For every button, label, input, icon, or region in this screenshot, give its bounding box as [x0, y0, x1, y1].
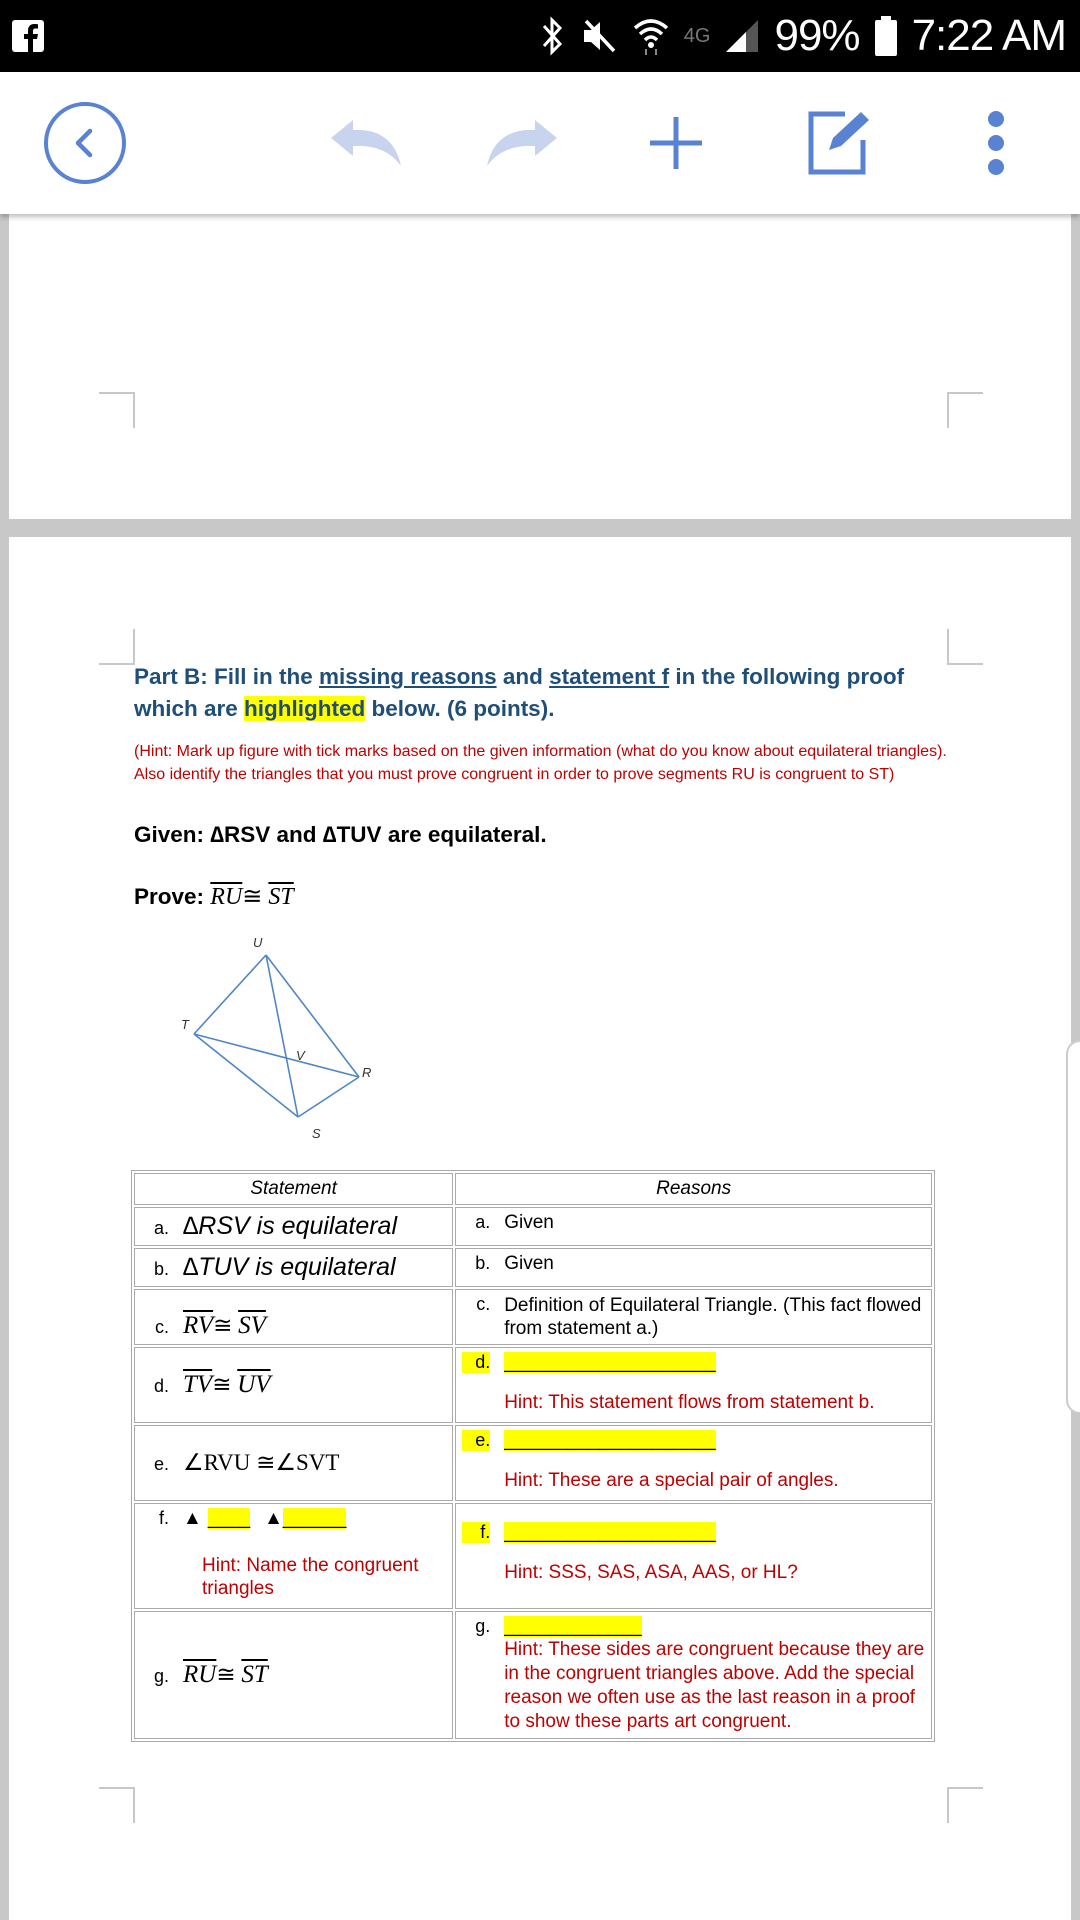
- margin-mark: [99, 392, 135, 428]
- row-label: b.: [153, 1259, 169, 1279]
- bluetooth-icon: [540, 16, 566, 56]
- row-label: d.: [462, 1352, 490, 1373]
- reason-text: Definition of Equilateral Triangle. (This fact flowed from statement a.): [504, 1295, 922, 1339]
- hint-text: Hint: This statement flows from statement b.: [504, 1392, 875, 1413]
- hint-text: Hint: These sides are congruent because they are in the congruent triangles above. Add the special reason we often use as the last reason in a proof to show these parts art congruent.: [504, 1639, 925, 1732]
- facebook-icon: [12, 20, 44, 52]
- more-options-button[interactable]: [970, 72, 1022, 214]
- label-r: R: [362, 1065, 372, 1080]
- segment: $\overline{RU}$: [183, 1661, 217, 1688]
- answer-blank[interactable]: ____________________: [504, 1430, 716, 1451]
- statement-text: ∆RSV is equilateral: [183, 1212, 398, 1240]
- row-label: f.: [158, 1508, 169, 1528]
- back-button[interactable]: [38, 72, 132, 214]
- title-highlighted: highlighted: [244, 696, 366, 721]
- row-label: b.: [475, 1253, 491, 1273]
- back-circle-icon: [43, 101, 127, 185]
- segment: $\overline{SV}$: [238, 1312, 266, 1339]
- triangle-symbol: ▲: [264, 1508, 283, 1529]
- table-row: [134, 1425, 932, 1501]
- segment: $\overline{UV}$: [237, 1371, 271, 1398]
- margin-mark: [947, 392, 983, 428]
- table-row: [134, 1207, 932, 1246]
- part-b-title: [134, 661, 954, 725]
- segment: $\overline{ST}$: [241, 1661, 268, 1688]
- title-text: Part B: Fill in the: [134, 664, 320, 689]
- table-row: [134, 1611, 932, 1739]
- row-label: f.: [462, 1522, 490, 1543]
- hint-text: Hint: Name the congruent triangles: [202, 1555, 419, 1599]
- answer-blank[interactable]: ____________________: [504, 1522, 716, 1543]
- label-u: U: [253, 935, 263, 950]
- given-statement: Given: ∆RSV and ∆TUV are equilateral.: [134, 822, 547, 847]
- row-label: c.: [154, 1317, 169, 1337]
- row-label: c.: [476, 1294, 491, 1314]
- document-page-previous: [9, 214, 1071, 519]
- reason-text: Given: [504, 1212, 554, 1233]
- battery-percent: 99%: [774, 11, 860, 60]
- document-page: [9, 537, 1071, 1920]
- redo-button[interactable]: [480, 72, 566, 214]
- label-v: V: [296, 1048, 305, 1063]
- title-text: below. (6 points).: [365, 696, 555, 721]
- label-s: S: [312, 1126, 321, 1141]
- row-label: e.: [153, 1454, 169, 1474]
- title-underlined: statement f: [549, 664, 670, 689]
- margin-mark: [947, 1787, 983, 1823]
- margin-mark: [947, 629, 983, 665]
- table-row: [134, 1248, 932, 1287]
- status-icons: [540, 0, 1066, 72]
- congruent-symbol: ≅: [213, 1313, 239, 1338]
- segment: $\overline{RV}$: [183, 1312, 214, 1339]
- undo-icon: [325, 118, 405, 168]
- add-button[interactable]: [636, 72, 716, 214]
- proof-table: [131, 1170, 935, 1742]
- congruent-symbol: ≅: [212, 1372, 238, 1397]
- mute-icon: [580, 17, 618, 55]
- table-row: [134, 1289, 932, 1345]
- statement-text: ∠RVU ≅∠SVT: [183, 1450, 340, 1475]
- table-row: [134, 1503, 932, 1609]
- answer-blank[interactable]: ______: [282, 1508, 347, 1529]
- statement-text: ∆TUV is equilateral: [183, 1253, 396, 1281]
- segment: $\overline{TV}$: [183, 1371, 213, 1398]
- label-t: T: [181, 1017, 189, 1032]
- row-label: g.: [475, 1616, 491, 1636]
- quadrilateral-figure: [169, 932, 389, 1142]
- congruent-symbol: ≅: [242, 884, 269, 910]
- answer-blank[interactable]: _____________: [504, 1616, 642, 1637]
- signal-icon: [724, 18, 760, 54]
- hint-text: Hint: SSS, SAS, ASA, AAS, or HL?: [504, 1562, 798, 1583]
- hint-paragraph: (Hint: Mark up figure with tick marks based on the given information (what do you know about equilateral triangles). Also identify the triangles that you must prove congruent in order to prove segments RU is congruent to ST): [134, 743, 947, 783]
- title-text: and: [496, 664, 550, 689]
- battery-icon: [874, 16, 898, 56]
- app-toolbar: [0, 72, 1080, 214]
- prove-statement: [134, 882, 294, 911]
- segment-ru: $\overline{RU}$: [210, 884, 243, 910]
- edit-button[interactable]: [800, 72, 880, 214]
- reason-text: Given: [504, 1253, 554, 1274]
- row-label: a.: [475, 1212, 491, 1232]
- congruent-symbol: ≅: [216, 1662, 242, 1687]
- row-label: g.: [153, 1666, 169, 1686]
- wifi-icon: [632, 16, 670, 56]
- edit-pencil-icon: [805, 108, 875, 178]
- answer-blank[interactable]: ____: [207, 1508, 251, 1529]
- header-reasons: Reasons: [455, 1173, 932, 1205]
- triangle-symbol: ▲: [183, 1508, 202, 1529]
- more-vertical-icon: [984, 111, 1008, 175]
- header-statement: Statement: [134, 1173, 453, 1205]
- redo-icon: [483, 118, 563, 168]
- undo-button[interactable]: [322, 72, 408, 214]
- hint-text: Hint: These are a special pair of angles.: [504, 1470, 839, 1491]
- table-row: [134, 1347, 932, 1423]
- title-underlined: missing reasons: [319, 664, 497, 689]
- scroll-handle[interactable]: [1066, 1040, 1080, 1414]
- margin-mark: [99, 1787, 135, 1823]
- status-bar: [0, 0, 1080, 72]
- answer-blank[interactable]: ____________________: [504, 1352, 716, 1373]
- table-header-row: [134, 1173, 932, 1205]
- row-label: e.: [462, 1430, 490, 1451]
- title-text: in the following proof which are: [134, 664, 905, 721]
- plus-icon: [646, 113, 706, 173]
- row-label: d.: [153, 1376, 169, 1396]
- row-label: a.: [153, 1218, 169, 1238]
- prove-label: Prove:: [134, 884, 211, 909]
- margin-mark: [99, 629, 135, 665]
- segment-st: $\overline{ST}$: [268, 884, 294, 910]
- clock: 7:22 AM: [911, 11, 1066, 60]
- network-type: 4G: [683, 24, 711, 47]
